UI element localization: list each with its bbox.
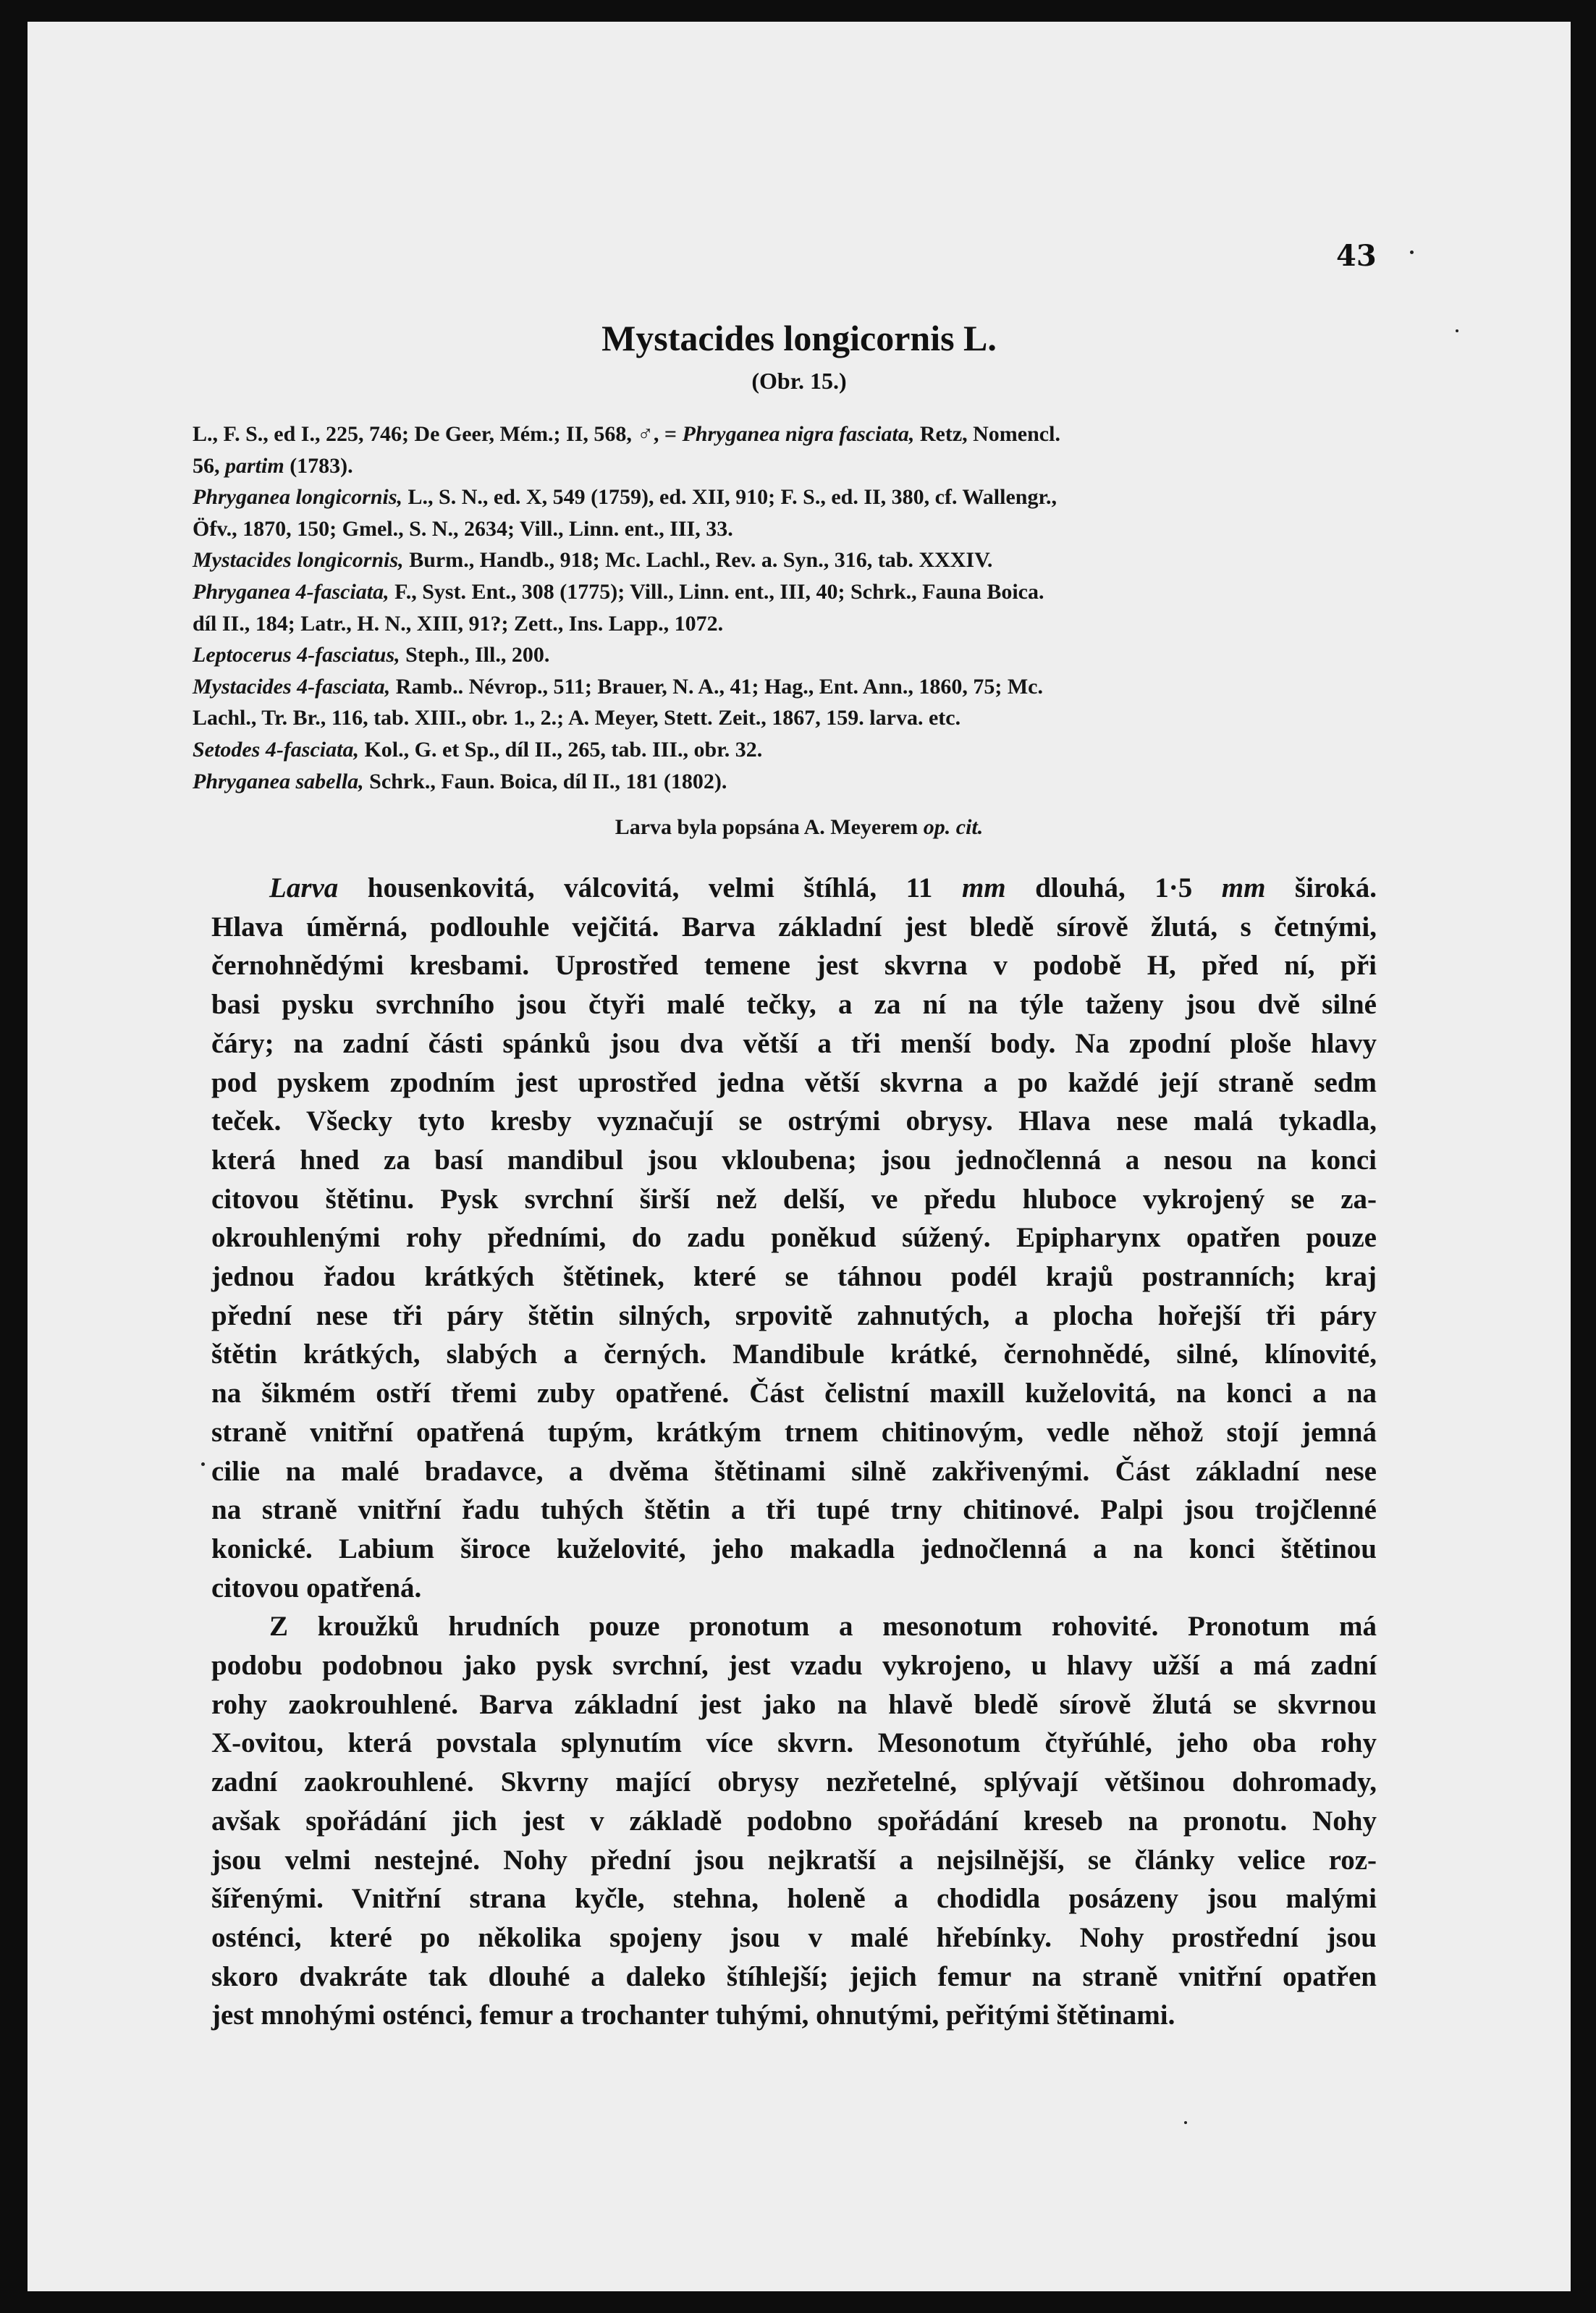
body-line: čáry; na zadní části spánků jsou dva větší a tři menší body. Na zpodní ploše hlavy: [211, 1027, 1377, 1059]
synonymy-text: 56,: [193, 453, 225, 478]
body-line: X-ovitou, která povstala splynutím více skvrn. Mesonotum čtyřúhlé, jeho oba rohy: [211, 1727, 1377, 1759]
unit-mm: mm: [1221, 872, 1266, 903]
body-line: zadní zaokrouhlené. Skvrny mající obrysy nezřetelné, splývají většinou dohromady,: [211, 1766, 1377, 1798]
synonymy-citation: (1783).: [284, 453, 353, 478]
synonymy-citation: Burm., Handb., 918; Mc. Lachl., Rev. a. Syn., 316, tab. XXXIV.: [403, 548, 993, 573]
body-line-text: široká.: [1265, 872, 1377, 903]
body-line-text: housenkovitá, válcovitá, velmi štíhlá, 11: [338, 872, 962, 903]
synonymy-line: [193, 766, 1380, 798]
synonymy-list: [193, 418, 1380, 797]
synonymy-line: [193, 481, 1380, 513]
synonymy-citation: F., Syst. Ent., 308 (1775); Vill., Linn. ent., III, 40; Schrk., Fauna Boica.: [389, 579, 1044, 604]
body-line: citovou štětinu. Pysk svrchní širší než delší, ve předu hluboce vykrojený se za-: [211, 1183, 1377, 1215]
body-line: okrouhlenými rohy předními, do zadu poněkud súžený. Epipharynx opatřen pouze: [211, 1222, 1377, 1254]
synonymy-taxon-name: Mystacides 4-fasciata,: [193, 674, 391, 699]
larva-note: [28, 815, 1571, 840]
body-text: [211, 869, 1377, 2035]
synonymy-line: [193, 544, 1380, 576]
synonymy-citation: Retz, Nomencl.: [914, 422, 1060, 446]
body-line: podobu podobnou jako pysk svrchní, jest vzadu vykrojeno, u hlavy užší a má zadní: [211, 1650, 1377, 1682]
synonymy-line: [193, 734, 1380, 766]
synonymy-text: L., F. S., ed I., 225, 746; De Geer, Mém.; II, 568, ♂, =: [193, 422, 683, 446]
body-line: jednou řadou krátkých štětinek, které se táhnou podél krajů postranních; kraj: [211, 1261, 1377, 1293]
larva-term: Larva: [269, 872, 339, 903]
synonymy-line: [193, 513, 1380, 545]
synonymy-citation: Kol., G. et Sp., díl II., 265, tab. III., obr. 32.: [358, 737, 763, 762]
synonymy-line: [193, 639, 1380, 671]
synonymy-taxon-name: Phryganea sabella,: [193, 769, 364, 793]
figure-reference: (Obr. 15.): [751, 368, 847, 394]
synonymy-line: [193, 702, 1380, 734]
synonymy-taxon-name: Phryganea longicornis,: [193, 485, 403, 510]
synonymy-taxon-name: Phryganea nigra fasciata,: [682, 422, 915, 446]
body-line: osténci, které po několika spojeny jsou v malé hřebínky. Nohy prostřední jsou: [211, 1921, 1377, 1953]
body-line: pod pyskem zpodním jest uprostřed jedna větší skvrna a po každé její straně sedm: [211, 1066, 1377, 1098]
body-line: Hlava úměrná, podlouhle vejčitá. Barva základní jest bledě sírově žlutá, s četnými,: [211, 911, 1377, 943]
margin-speck: [1456, 329, 1458, 332]
body-line-text: dlouhá, 1·5: [1005, 872, 1222, 903]
page-number: 43: [1336, 239, 1377, 273]
synonymy-citation: Steph., Ill., 200.: [400, 643, 550, 667]
synonymy-citation: Schrk., Faun. Boica, díl II., 181 (1802).: [363, 769, 727, 793]
margin-speck: [1410, 250, 1414, 254]
synonymy-text: Öfv., 1870, 150; Gmel., S. N., 2634; Vill., Linn. ent., III, 33.: [193, 516, 733, 541]
body-line: cilie na malé bradavce, a dvěma štětinami silně zakřivenými. Část základní nese: [211, 1455, 1377, 1487]
body-line: avšak spořádání jich jest v základě podobno spořádání kreseb na pronotu. Nohy: [211, 1805, 1377, 1837]
body-line: straně vnitřní opatřená tupým, krátkým trnem chitinovým, vedle něhož stojí jemná: [211, 1416, 1377, 1448]
document-page: [28, 22, 1571, 2291]
body-line: štětin krátkých, slabých a černých. Mandibule krátké, černohnědé, silné, klínovité,: [211, 1339, 1377, 1370]
margin-speck: [1184, 2121, 1187, 2124]
synonymy-taxon-name: Phryganea 4-fasciata,: [193, 579, 389, 604]
body-line: na šikmém ostří třemi zuby opatřené. Část čelistní maxill kuželovitá, na konci a na: [211, 1378, 1377, 1410]
body-line: černohnědými kresbami. Uprostřed temene jest skvrna v podobě H, před ní, při: [211, 950, 1377, 982]
synonymy-line: [193, 608, 1380, 640]
synonymy-taxon-name: Setodes 4-fasciata,: [193, 737, 359, 762]
synonymy-text: Lachl., Tr. Br., 116, tab. XIII., obr. 1., 2.; A. Meyer, Stett. Zeit., 1867, 159. larva. etc.: [193, 706, 961, 730]
body-line: teček. Všecky tyto kresby vyznačují se ostrými obrysy. Hlava nese malá tykadla,: [211, 1105, 1377, 1137]
synonymy-line: [193, 576, 1380, 608]
synonymy-line: [193, 450, 1380, 482]
unit-mm: mm: [961, 872, 1006, 903]
synonymy-text: díl II., 184; Latr., H. N., XIII, 91?; Zett., Ins. Lapp., 1072.: [193, 611, 724, 636]
body-line: rohy zaokrouhlené. Barva základní jest jako na hlavě bledě sírově žlutá se skvrnou: [211, 1688, 1377, 1720]
synonymy-taxon-name: Mystacides longicornis,: [193, 548, 404, 573]
body-line: jest mnohými osténci, femur a trochanter tuhými, ohnutými, peřitými štětinami.: [211, 2000, 1175, 2031]
body-line: konické. Labium široce kuželovité, jeho makadla jednočlenná a na konci štětinou: [211, 1533, 1377, 1564]
larva-note-text: Larva byla popsána A. Meyerem: [615, 815, 924, 839]
synonymy-citation: Ramb.. Névrop., 511; Brauer, N. A., 41; Hag., Ent. Ann., 1860, 75; Mc.: [390, 674, 1043, 699]
synonymy-taxon-name: partim: [225, 453, 284, 478]
synonymy-line: [193, 418, 1380, 450]
body-line: citovou opatřená.: [211, 1572, 422, 1604]
body-line: Z kroužků hrudních pouze pronotum a mesonotum rohovité. Pronotum má: [269, 1611, 1377, 1643]
synonymy-citation: L., S. N., ed. X, 549 (1759), ed. XII, 910; F. S., ed. II, 380, cf. Wallengr.,: [402, 485, 1057, 510]
body-line: jsou velmi nestejné. Nohy přední jsou nejkratší a nejsilnější, se články velice roz-: [211, 1844, 1377, 1876]
body-line: šířenými. Vnitřní strana kyčle, stehna, holeně a chodidla posázeny jsou malými: [211, 1883, 1377, 1915]
body-line: přední nese tři páry štětin silných, srpovitě zahnutých, a plocha hořejší tři páry: [211, 1299, 1377, 1331]
body-line: basi pysku svrchního jsou čtyři malé tečky, a za ní na týle taženy jsou dvě silné: [211, 989, 1377, 1021]
synonymy-line: [193, 671, 1380, 703]
body-line: skoro dvakráte tak dlouhé a daleko štíhlejší; jejich femur na straně vnitřní opatřen: [211, 1960, 1377, 1992]
synonymy-taxon-name: Leptocerus 4-fasciatus,: [193, 643, 400, 667]
margin-speck: [201, 1462, 205, 1466]
body-line: která hned za basí mandibul jsou vkloubena; jsou jednočlenná a nesou na konci: [211, 1144, 1377, 1176]
page-title: Mystacides longicornis L.: [601, 318, 997, 358]
body-line: [211, 869, 1377, 908]
body-line: na straně vnitřní řadu tuhých štětin a tři tupé trny chitinové. Palpi jsou trojčlenné: [211, 1494, 1377, 1526]
larva-note-citation: op. cit.: [923, 815, 984, 839]
